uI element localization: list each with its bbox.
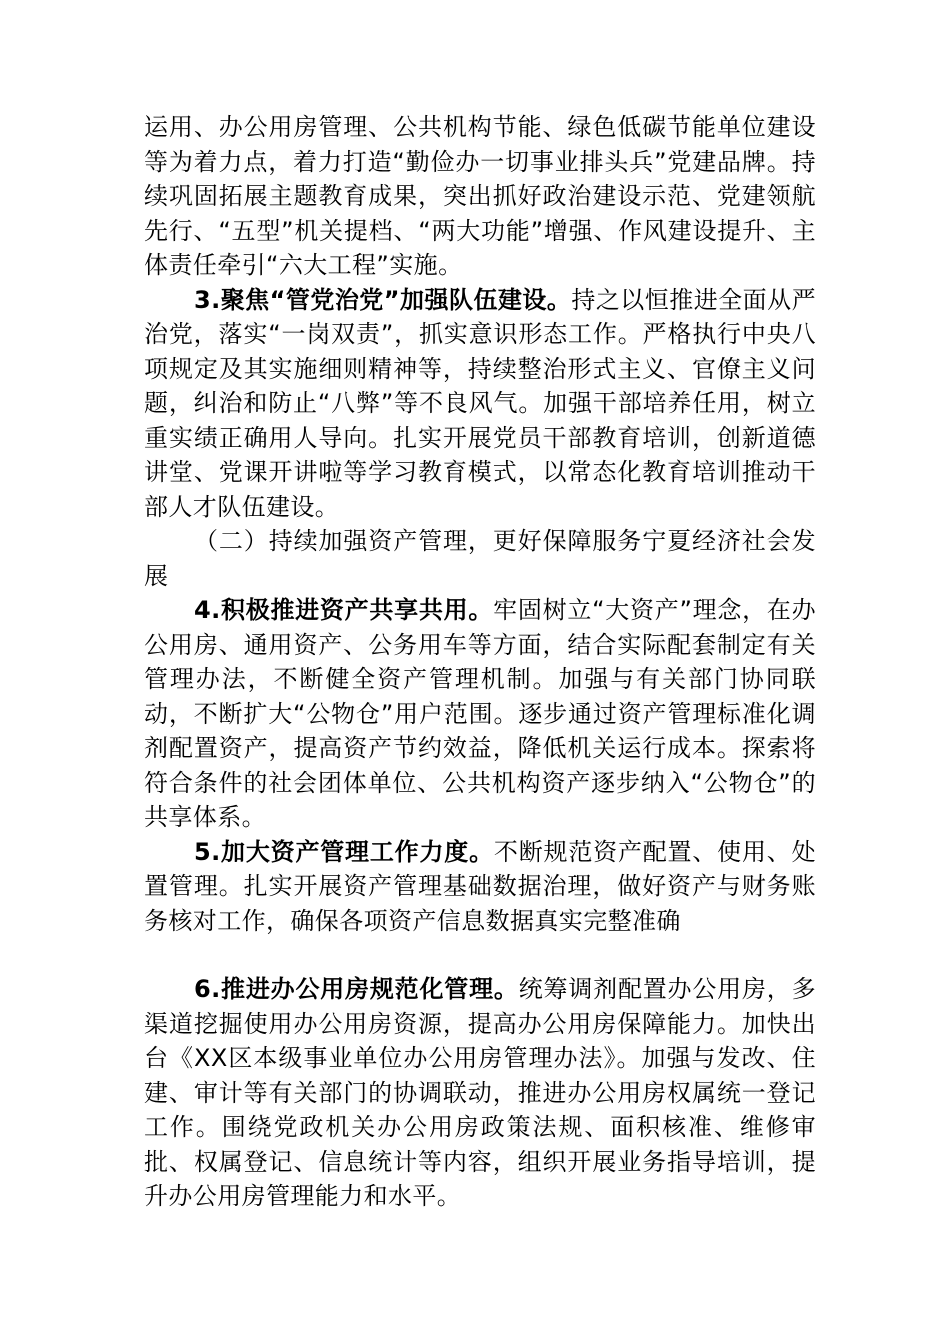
document-body [144,110,816,1214]
item-5-heading: 5.加大资产管理工作力度。 [194,837,494,866]
item-6-heading: 6.推进办公用房规范化管理。 [194,975,519,1003]
item-3-text: 持之以恒推进全面从严治党，落实“一岗双责”，抓实意识形态工作。严格执行中央八项规定及其实施细则精神等，持续整治形式主义、官僚主义问题，纠治和防止“八弊”等不良风气。加强干部培养任用，树立重实绩正确用人导向。扎实开展党员干部教育培训，创新道德讲堂、党课开讲啦等学习教育模式，以常态化教育培训推动干部人才队伍建设。 [144,285,817,521]
paragraph-item-5 [144,835,816,939]
item-4-text: 牢固树立“大资产”理念，在办公用房、通用资产、公务用车等方面，结合实际配套制定有关管理办法，不断健全资产管理机制。加强与有关部门协同联动，不断扩大“公物仓”用户范围。逐步通过资产管理标准化调剂配置资产，提高资产节约效益，降低机关运行成本。探索将符合条件的社会团体单位、公共机构资产逐步纳入“公物仓”的共享体系。 [144,596,817,831]
section-heading-text: （二）持续加强资产管理，更好保障服务宁夏经济社会发展 [144,527,816,590]
item-6-text: 统筹调剂配置办公用房，多渠道挖掘使用办公用房资源，提高办公用房保障能力。加快出台《XX区本级事业单位办公用房管理办法》。加强与发改、住建、审计等有关部门的协调联动，推进办公用房权属统一登记工作。围绕党政机关办公用房政策法规、面积核准、维修审批、权属登记、信息统计等内容，组织开展业务指导培训，提升办公用房管理能力和水平。 [144,975,816,1210]
item-4-heading: 4.积极推进资产共享共用。 [194,596,494,624]
paragraph-party-building-continued [144,110,816,283]
paragraph-item-4 [144,593,816,835]
item-5-text: 不断规范资产配置、使用、处置管理。扎实开展资产管理基础数据治理，做好资产与财务账务核对工作，确保各项资产信息数据真实完整准确 [144,837,816,935]
section-heading-asset-management [144,524,816,593]
paragraph-item-6 [144,972,816,1214]
paragraph-text: 运用、办公用房管理、公共机构节能、绿色低碳节能单位建设等为着力点，着力打造“勤俭办一切事业排头兵”党建品牌。持续巩固拓展主题教育成果，突出抓好政治建设示范、党建领航先行、“五型”机关提档、“两大功能”增强、作风建设提升、主体责任牵引“六大工程”实施。 [144,113,816,279]
item-3-heading: 3.聚焦“管党治党”加强队伍建设。 [194,285,572,314]
paragraph-item-3 [144,283,816,525]
